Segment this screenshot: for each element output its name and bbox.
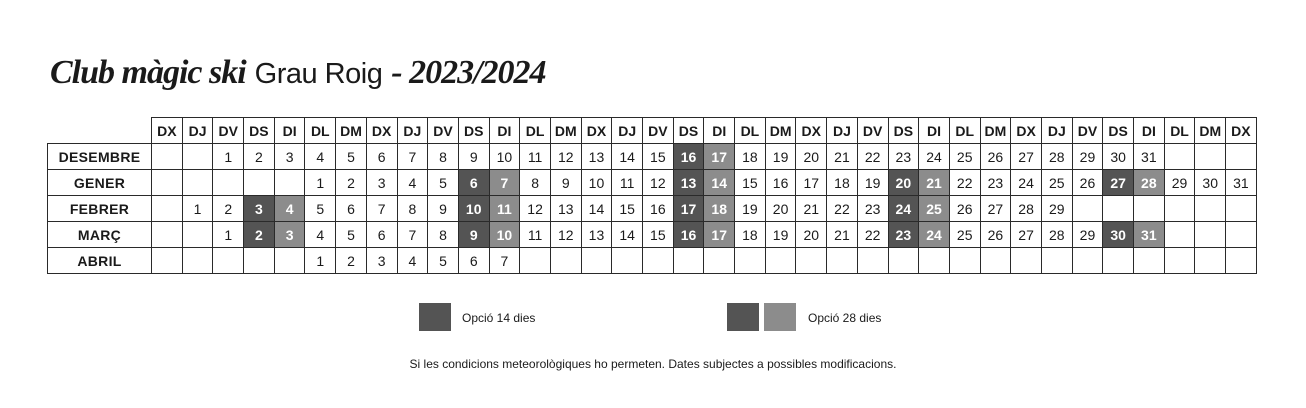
day-cell: 1 bbox=[213, 144, 244, 170]
day-cell: 26 bbox=[949, 196, 980, 222]
month-label: ABRIL bbox=[48, 248, 152, 274]
title-club: Club màgic ski bbox=[50, 54, 246, 91]
day-cell: 29 bbox=[1072, 144, 1103, 170]
day-cell: 4 bbox=[305, 222, 336, 248]
day-cell: 12 bbox=[520, 196, 551, 222]
weekday-header: DI bbox=[274, 118, 305, 144]
weekday-header: DX bbox=[581, 118, 612, 144]
empty-cell bbox=[152, 144, 183, 170]
empty-cell bbox=[182, 170, 213, 196]
empty-cell bbox=[1195, 144, 1226, 170]
day-cell: 24 bbox=[888, 196, 919, 222]
empty-cell bbox=[980, 248, 1011, 274]
day-cell: 26 bbox=[980, 222, 1011, 248]
day-cell: 7 bbox=[489, 248, 520, 274]
day-cell: 30 bbox=[1103, 222, 1134, 248]
day-cell: 9 bbox=[458, 222, 489, 248]
empty-cell bbox=[274, 248, 305, 274]
empty-cell bbox=[1164, 222, 1195, 248]
day-cell: 26 bbox=[1072, 170, 1103, 196]
empty-cell bbox=[1011, 248, 1042, 274]
legend-label-28: Opció 28 dies bbox=[808, 311, 882, 325]
day-cell: 14 bbox=[704, 170, 735, 196]
day-cell: 27 bbox=[980, 196, 1011, 222]
day-cell: 10 bbox=[581, 170, 612, 196]
empty-cell bbox=[643, 248, 674, 274]
day-cell: 7 bbox=[397, 144, 428, 170]
day-cell: 28 bbox=[1134, 170, 1165, 196]
day-cell: 13 bbox=[581, 222, 612, 248]
empty-cell bbox=[182, 144, 213, 170]
day-cell: 13 bbox=[673, 170, 704, 196]
day-cell: 27 bbox=[1011, 222, 1042, 248]
empty-cell bbox=[1226, 248, 1257, 274]
day-cell: 4 bbox=[397, 170, 428, 196]
empty-cell bbox=[152, 248, 183, 274]
day-cell: 15 bbox=[643, 144, 674, 170]
day-cell: 8 bbox=[428, 144, 459, 170]
day-cell: 22 bbox=[857, 144, 888, 170]
weekday-header: DI bbox=[704, 118, 735, 144]
weekday-header: DS bbox=[1103, 118, 1134, 144]
day-cell: 3 bbox=[244, 196, 275, 222]
empty-cell bbox=[704, 248, 735, 274]
day-cell: 1 bbox=[182, 196, 213, 222]
day-cell: 22 bbox=[857, 222, 888, 248]
day-cell: 18 bbox=[827, 170, 858, 196]
legend-label-14: Opció 14 dies bbox=[462, 311, 536, 325]
month-label: GENER bbox=[48, 170, 152, 196]
empty-cell bbox=[244, 170, 275, 196]
empty-cell bbox=[1226, 196, 1257, 222]
day-cell: 14 bbox=[612, 222, 643, 248]
day-cell: 5 bbox=[336, 222, 367, 248]
empty-cell bbox=[182, 222, 213, 248]
legend-swatch-28-dark bbox=[727, 303, 759, 331]
empty-cell bbox=[213, 248, 244, 274]
day-cell: 16 bbox=[673, 222, 704, 248]
weekday-header: DV bbox=[643, 118, 674, 144]
legend-swatch-28-light bbox=[764, 303, 796, 331]
day-cell: 8 bbox=[520, 170, 551, 196]
weekday-header: DI bbox=[1134, 118, 1165, 144]
day-cell: 23 bbox=[888, 144, 919, 170]
empty-cell bbox=[612, 248, 643, 274]
day-cell: 18 bbox=[704, 196, 735, 222]
weekday-header: DJ bbox=[1041, 118, 1072, 144]
day-cell: 3 bbox=[274, 222, 305, 248]
day-cell: 9 bbox=[428, 196, 459, 222]
day-cell: 10 bbox=[489, 222, 520, 248]
weekday-header: DX bbox=[1226, 118, 1257, 144]
empty-cell bbox=[182, 248, 213, 274]
day-cell: 14 bbox=[612, 144, 643, 170]
weekday-header: DS bbox=[888, 118, 919, 144]
empty-cell bbox=[888, 248, 919, 274]
weekday-header: DM bbox=[980, 118, 1011, 144]
day-cell: 28 bbox=[1011, 196, 1042, 222]
footnote: Si les condicions meteorològiques ho permeten. Dates subjectes a possibles modificacions. bbox=[409, 357, 897, 371]
day-cell: 5 bbox=[428, 170, 459, 196]
day-cell: 15 bbox=[735, 170, 766, 196]
day-cell: 19 bbox=[735, 196, 766, 222]
empty-cell bbox=[550, 248, 581, 274]
day-cell: 11 bbox=[489, 196, 520, 222]
day-cell: 24 bbox=[1011, 170, 1042, 196]
month-row bbox=[48, 222, 1257, 248]
weekday-header: DL bbox=[305, 118, 336, 144]
empty-cell bbox=[1226, 222, 1257, 248]
empty-cell bbox=[274, 170, 305, 196]
legend-swatch-14-dark bbox=[419, 303, 451, 331]
day-cell: 12 bbox=[550, 144, 581, 170]
day-cell: 8 bbox=[397, 196, 428, 222]
empty-cell bbox=[673, 248, 704, 274]
weekday-header: DV bbox=[428, 118, 459, 144]
day-cell: 10 bbox=[489, 144, 520, 170]
weekday-header: DV bbox=[857, 118, 888, 144]
day-cell: 21 bbox=[796, 196, 827, 222]
weekday-header: DV bbox=[1072, 118, 1103, 144]
month-row bbox=[48, 170, 1257, 196]
day-cell: 18 bbox=[735, 222, 766, 248]
day-cell: 23 bbox=[888, 222, 919, 248]
weekday-header: DL bbox=[1164, 118, 1195, 144]
day-cell: 15 bbox=[612, 196, 643, 222]
day-cell: 26 bbox=[980, 144, 1011, 170]
day-cell: 5 bbox=[336, 144, 367, 170]
empty-cell bbox=[1072, 196, 1103, 222]
empty-cell bbox=[520, 248, 551, 274]
day-cell: 22 bbox=[827, 196, 858, 222]
empty-cell bbox=[827, 248, 858, 274]
day-cell: 16 bbox=[765, 170, 796, 196]
page-title bbox=[50, 52, 546, 94]
empty-cell bbox=[765, 248, 796, 274]
empty-cell bbox=[1195, 248, 1226, 274]
empty-cell bbox=[796, 248, 827, 274]
weekday-header: DX bbox=[796, 118, 827, 144]
empty-cell bbox=[1226, 144, 1257, 170]
day-cell: 1 bbox=[213, 222, 244, 248]
day-cell: 25 bbox=[949, 144, 980, 170]
weekday-header: DM bbox=[336, 118, 367, 144]
day-cell: 7 bbox=[397, 222, 428, 248]
empty-cell bbox=[1164, 248, 1195, 274]
day-cell: 12 bbox=[643, 170, 674, 196]
day-cell: 21 bbox=[827, 144, 858, 170]
day-cell: 2 bbox=[244, 144, 275, 170]
day-cell: 2 bbox=[213, 196, 244, 222]
month-row bbox=[48, 196, 1257, 222]
day-cell: 22 bbox=[949, 170, 980, 196]
day-cell: 19 bbox=[765, 144, 796, 170]
month-row bbox=[48, 144, 1257, 170]
empty-cell bbox=[1164, 144, 1195, 170]
weekday-header: DJ bbox=[612, 118, 643, 144]
empty-cell bbox=[949, 248, 980, 274]
day-cell: 4 bbox=[397, 248, 428, 274]
day-cell: 14 bbox=[581, 196, 612, 222]
day-cell: 4 bbox=[274, 196, 305, 222]
day-cell: 20 bbox=[765, 196, 796, 222]
day-cell: 16 bbox=[643, 196, 674, 222]
month-row bbox=[48, 248, 1257, 274]
day-cell: 2 bbox=[336, 248, 367, 274]
weekday-header: DI bbox=[489, 118, 520, 144]
calendar-table bbox=[47, 117, 1257, 274]
day-cell: 28 bbox=[1041, 144, 1072, 170]
weekday-header: DS bbox=[458, 118, 489, 144]
day-cell: 7 bbox=[489, 170, 520, 196]
day-cell: 24 bbox=[919, 222, 950, 248]
day-cell: 20 bbox=[888, 170, 919, 196]
empty-cell bbox=[152, 170, 183, 196]
day-cell: 11 bbox=[612, 170, 643, 196]
empty-cell bbox=[919, 248, 950, 274]
day-cell: 8 bbox=[428, 222, 459, 248]
day-cell: 21 bbox=[827, 222, 858, 248]
day-cell: 12 bbox=[550, 222, 581, 248]
empty-cell bbox=[1103, 248, 1134, 274]
day-cell: 2 bbox=[336, 170, 367, 196]
day-cell: 25 bbox=[949, 222, 980, 248]
weekday-header: DX bbox=[1011, 118, 1042, 144]
title-season: - 2023/2024 bbox=[391, 54, 546, 91]
day-cell: 11 bbox=[520, 222, 551, 248]
day-cell: 13 bbox=[581, 144, 612, 170]
day-cell: 17 bbox=[796, 170, 827, 196]
day-cell: 9 bbox=[550, 170, 581, 196]
day-cell: 30 bbox=[1103, 144, 1134, 170]
weekday-header: DL bbox=[520, 118, 551, 144]
day-cell: 16 bbox=[673, 144, 704, 170]
weekday-header: DJ bbox=[397, 118, 428, 144]
weekday-header: DV bbox=[213, 118, 244, 144]
empty-cell bbox=[1134, 196, 1165, 222]
day-cell: 17 bbox=[704, 144, 735, 170]
day-cell: 13 bbox=[550, 196, 581, 222]
weekday-header: DM bbox=[1195, 118, 1226, 144]
day-cell: 23 bbox=[980, 170, 1011, 196]
day-cell: 1 bbox=[305, 170, 336, 196]
day-cell: 7 bbox=[366, 196, 397, 222]
day-cell: 20 bbox=[796, 222, 827, 248]
day-cell: 19 bbox=[857, 170, 888, 196]
day-cell: 6 bbox=[366, 222, 397, 248]
weekday-header: DX bbox=[152, 118, 183, 144]
weekday-header: DX bbox=[366, 118, 397, 144]
empty-cell bbox=[1164, 196, 1195, 222]
header-corner bbox=[48, 118, 152, 144]
empty-cell bbox=[735, 248, 766, 274]
day-cell: 1 bbox=[305, 248, 336, 274]
day-cell: 6 bbox=[336, 196, 367, 222]
day-cell: 25 bbox=[919, 196, 950, 222]
weekday-header: DS bbox=[673, 118, 704, 144]
day-cell: 18 bbox=[735, 144, 766, 170]
day-cell: 31 bbox=[1134, 222, 1165, 248]
month-label: MARÇ bbox=[48, 222, 152, 248]
day-cell: 10 bbox=[458, 196, 489, 222]
day-cell: 24 bbox=[919, 144, 950, 170]
empty-cell bbox=[1134, 248, 1165, 274]
weekday-header: DJ bbox=[827, 118, 858, 144]
empty-cell bbox=[857, 248, 888, 274]
day-cell: 27 bbox=[1103, 170, 1134, 196]
day-cell: 31 bbox=[1134, 144, 1165, 170]
empty-cell bbox=[244, 248, 275, 274]
weekday-header: DL bbox=[735, 118, 766, 144]
day-cell: 15 bbox=[643, 222, 674, 248]
day-cell: 31 bbox=[1226, 170, 1257, 196]
day-cell: 30 bbox=[1195, 170, 1226, 196]
weekday-header: DM bbox=[550, 118, 581, 144]
day-cell: 28 bbox=[1041, 222, 1072, 248]
day-cell: 27 bbox=[1011, 144, 1042, 170]
empty-cell bbox=[152, 222, 183, 248]
empty-cell bbox=[1195, 196, 1226, 222]
day-cell: 25 bbox=[1041, 170, 1072, 196]
day-cell: 29 bbox=[1072, 222, 1103, 248]
day-cell: 21 bbox=[919, 170, 950, 196]
empty-cell bbox=[152, 196, 183, 222]
empty-cell bbox=[213, 170, 244, 196]
empty-cell bbox=[1195, 222, 1226, 248]
weekday-header: DL bbox=[949, 118, 980, 144]
day-cell: 4 bbox=[305, 144, 336, 170]
day-cell: 17 bbox=[673, 196, 704, 222]
day-cell: 2 bbox=[244, 222, 275, 248]
month-label: FEBRER bbox=[48, 196, 152, 222]
day-cell: 3 bbox=[366, 170, 397, 196]
weekday-header: DI bbox=[919, 118, 950, 144]
day-cell: 6 bbox=[366, 144, 397, 170]
day-cell: 11 bbox=[520, 144, 551, 170]
day-cell: 29 bbox=[1041, 196, 1072, 222]
day-cell: 6 bbox=[458, 248, 489, 274]
title-place: Grau Roig bbox=[254, 58, 383, 90]
empty-cell bbox=[1072, 248, 1103, 274]
day-cell: 29 bbox=[1164, 170, 1195, 196]
day-cell: 5 bbox=[428, 248, 459, 274]
weekday-header: DS bbox=[244, 118, 275, 144]
day-cell: 6 bbox=[458, 170, 489, 196]
empty-cell bbox=[1103, 196, 1134, 222]
day-cell: 3 bbox=[274, 144, 305, 170]
day-cell: 20 bbox=[796, 144, 827, 170]
weekday-header: DJ bbox=[182, 118, 213, 144]
empty-cell bbox=[581, 248, 612, 274]
weekday-header: DM bbox=[765, 118, 796, 144]
day-cell: 9 bbox=[458, 144, 489, 170]
day-cell: 3 bbox=[366, 248, 397, 274]
day-cell: 19 bbox=[765, 222, 796, 248]
day-cell: 17 bbox=[704, 222, 735, 248]
weekday-header-row bbox=[48, 118, 1257, 144]
month-label: DESEMBRE bbox=[48, 144, 152, 170]
day-cell: 23 bbox=[857, 196, 888, 222]
day-cell: 5 bbox=[305, 196, 336, 222]
empty-cell bbox=[1041, 248, 1072, 274]
